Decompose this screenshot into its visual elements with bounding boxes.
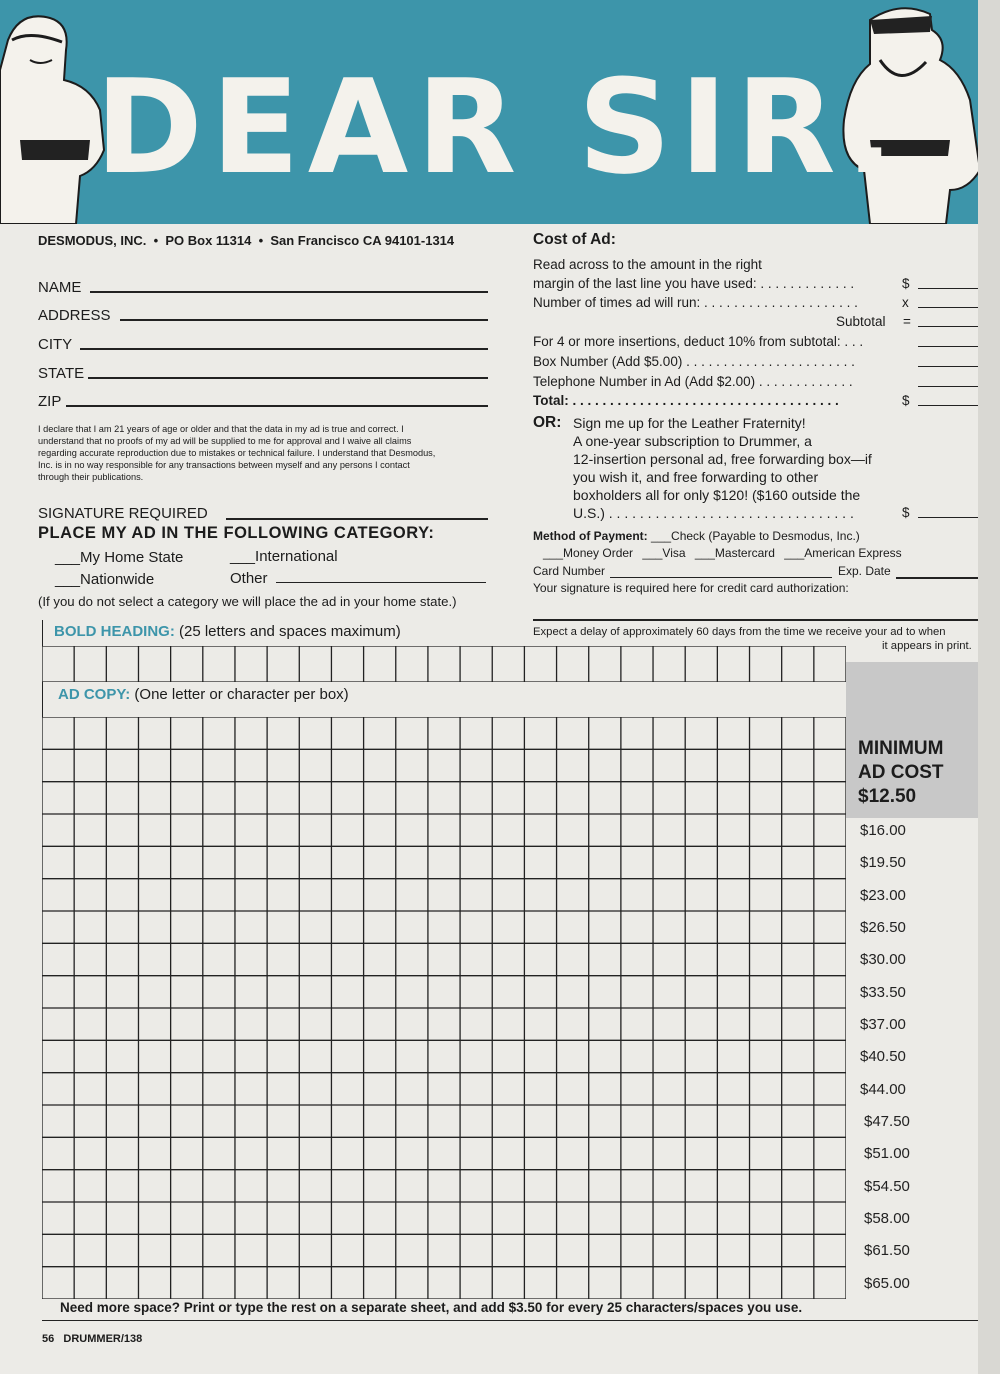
or-line-3: 12-insertion personal ad, free forwarding box—if	[573, 451, 872, 467]
payment-visa[interactable]: ___Visa	[642, 546, 686, 560]
price-row: $51.00	[864, 1145, 910, 1163]
cost-phone-field[interactable]	[918, 386, 978, 387]
publisher-line: DESMODUS, INC. • PO Box 11314 • San Francisco CA 94101-1314	[38, 233, 455, 248]
zip-field[interactable]	[66, 405, 488, 407]
signature-field[interactable]	[226, 518, 488, 520]
declaration-line: I declare that I am 21 years of age or older and that the data in my ad is true and correct. I	[38, 424, 404, 434]
or-amount-field[interactable]	[918, 517, 978, 518]
zip-label: ZIP	[38, 393, 62, 410]
or-line-5: boxholders all for only $120! ($160 outside the	[573, 487, 861, 503]
declaration-line: Inc. is in no way responsible for any transactions between myself and any persons I contact	[38, 460, 410, 470]
ad-copy-grid[interactable]	[42, 717, 846, 1299]
price-row: $16.00	[860, 822, 906, 839]
category-heading: PLACE MY AD IN THE FOLLOWING CATEGORY:	[38, 524, 435, 542]
delay-note-1: Expect a delay of approximately 60 days from the time we receive your ad to when	[533, 626, 946, 638]
ad-copy-note: (One letter or character per box)	[134, 686, 349, 703]
minimum-cost-line-3: $12.50	[858, 786, 917, 807]
city-label: CITY	[38, 336, 73, 353]
payment-row-2	[543, 547, 902, 561]
address-label: ADDRESS	[38, 307, 111, 324]
payment-money-order[interactable]: ___Money Order	[543, 546, 634, 560]
or-line-6: U.S.) . . . . . . . . . . . . . . . . . . . . . . . . . . . . . . . .	[573, 505, 854, 521]
banner-title: DEAR SIR:	[95, 51, 904, 203]
cost-line-2-sym: $	[902, 276, 910, 291]
cost-line-3: Number of times ad will run: . . . . . . . . . . . . . . . . . . . . .	[533, 295, 858, 310]
or-line-2: A one-year subscription to Drummer, a	[573, 433, 812, 449]
delay-note-2: it appears in print.	[882, 640, 972, 652]
ad-copy-marker	[42, 682, 43, 717]
signature-label: SIGNATURE REQUIRED	[38, 505, 208, 522]
category-other-field[interactable]	[276, 582, 486, 583]
ad-copy-label: AD COPY:	[58, 686, 131, 703]
cost-heading: Cost of Ad:	[533, 231, 616, 248]
bold-heading-label: BOLD HEADING:	[54, 623, 175, 640]
cost-line-4: For 4 or more insertions, deduct 10% from subtotal: . . .	[533, 334, 864, 349]
cost-line-2: margin of the last line you have used: . . . . . . . . . . . . .	[533, 276, 855, 291]
cost-amount-field[interactable]	[918, 288, 978, 289]
city-field[interactable]	[80, 348, 488, 350]
price-row: $30.00	[860, 951, 906, 969]
price-row: $23.00	[860, 886, 906, 904]
cost-total-sym: $	[902, 393, 910, 408]
price-row: $54.50	[864, 1177, 910, 1195]
or-label: OR:	[533, 414, 562, 431]
cost-box-field[interactable]	[918, 366, 978, 367]
state-label: STATE	[38, 365, 85, 382]
cost-line-3-sym: x	[902, 295, 909, 310]
cost-subtotal-sym: =	[903, 314, 911, 329]
price-row: $58.00	[864, 1210, 910, 1227]
name-field[interactable]	[90, 291, 488, 293]
page-edge	[978, 0, 1000, 1374]
folio-page: 56	[42, 1333, 55, 1345]
category-nationwide[interactable]: ___Nationwide	[55, 571, 155, 588]
price-row: $65.00	[864, 1274, 910, 1292]
or-line-1: Sign me up for the Leather Fraternity!	[573, 415, 806, 431]
name-label: NAME	[38, 279, 82, 296]
bold-heading-grid[interactable]	[42, 646, 846, 682]
payment-amex[interactable]: ___American Express	[784, 546, 902, 560]
ad-copy-caption	[58, 686, 349, 703]
exp-date-field[interactable]	[896, 577, 978, 579]
minimum-cost-line-2: AD COST	[858, 762, 944, 783]
exp-date-label: Exp. Date	[838, 564, 891, 578]
bold-heading-caption	[54, 623, 401, 640]
category-international[interactable]: ___International	[230, 548, 338, 565]
bold-heading-note: (25 letters and spaces maximum)	[179, 623, 401, 640]
card-number-field[interactable]	[610, 577, 832, 578]
cost-total-field[interactable]	[918, 405, 978, 406]
declaration-text	[38, 423, 488, 483]
publisher-po-box: PO Box 11314	[165, 233, 252, 248]
category-my-home-state[interactable]: ___My Home State	[55, 549, 184, 566]
card-signature-field[interactable]	[533, 619, 978, 621]
price-row: $26.50	[860, 919, 906, 936]
card-signature-note: Your signature is required here for credit card authorization:	[533, 581, 849, 595]
payment-check[interactable]: ___Check (Payable to Desmodus, Inc.)	[651, 529, 860, 543]
address-field[interactable]	[120, 319, 488, 321]
payment-label: Method of Payment:	[533, 529, 648, 543]
cost-subtotal-field[interactable]	[918, 326, 978, 327]
publisher-name: DESMODUS, INC.	[38, 233, 147, 248]
cost-line-1: Read across to the amount in the right	[533, 257, 762, 272]
declaration-line: understand that no proofs of my ad will be supplied to me for approval and I waive all claims	[38, 436, 412, 446]
state-field[interactable]	[88, 377, 488, 379]
price-row: $47.50	[864, 1113, 910, 1130]
cost-line-5: Box Number (Add $5.00) . . . . . . . . . . . . . . . . . . . . . . .	[533, 354, 855, 369]
footer-note: Need more space? Print or type the rest on a separate sheet, and add $3.50 for every 25 characters/spaces you use.	[60, 1300, 803, 1315]
payment-mastercard[interactable]: ___Mastercard	[694, 546, 775, 560]
folio	[42, 1333, 142, 1346]
payment-row-1	[533, 530, 860, 544]
declaration-line: regarding accurate reproduction due to mistakes or technical failure. I understand that Desmodus,	[38, 448, 436, 458]
cost-discount-field[interactable]	[918, 346, 978, 347]
folio-magazine: DRUMMER/138	[63, 1333, 143, 1345]
cost-times-field[interactable]	[918, 307, 978, 308]
category-note: (If you do not select a category we will place the ad in your home state.)	[38, 594, 457, 609]
price-row: $44.00	[860, 1080, 906, 1098]
declaration-line: through their publications.	[38, 472, 144, 482]
cost-line-6: Telephone Number in Ad (Add $2.00) . . . . . . . . . . . . .	[533, 374, 853, 389]
cost-total: Total: . . . . . . . . . . . . . . . . . . . . . . . . . . . . . . . . . . . .	[533, 393, 839, 408]
or-sym: $	[902, 505, 910, 520]
price-row: $19.50	[860, 854, 906, 872]
price-row: $33.50	[860, 983, 906, 1001]
card-number-label: Card Number	[533, 564, 606, 578]
footer-rule	[42, 1320, 978, 1321]
minimum-cost-line-1: MINIMUM	[858, 738, 944, 759]
price-row: $40.50	[860, 1048, 906, 1066]
publisher-city: San Francisco CA 94101-1314	[270, 233, 455, 248]
cost-subtotal-label: Subtotal	[836, 314, 886, 329]
or-line-4: you wish it, and free forwarding to other	[573, 469, 819, 485]
price-row: $37.00	[860, 1016, 906, 1033]
price-row: $61.50	[864, 1242, 910, 1260]
bold-heading-marker	[42, 620, 43, 646]
category-other[interactable]: Other	[230, 570, 268, 587]
